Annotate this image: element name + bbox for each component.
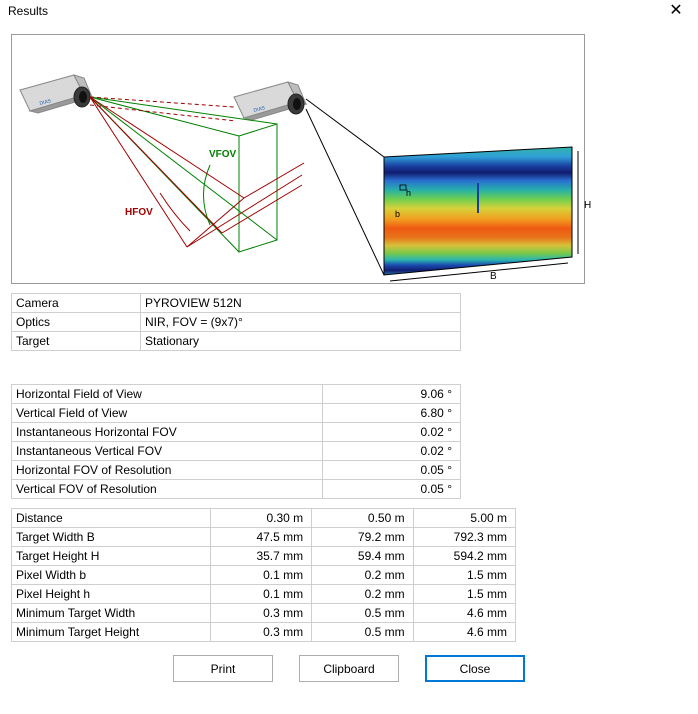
vfov-frame bbox=[90, 97, 277, 252]
config-value: NIR, FOV = (9x7)° bbox=[141, 313, 461, 332]
image-leader-lines bbox=[306, 99, 384, 275]
config-label: Target bbox=[12, 332, 141, 351]
camera-right-icon bbox=[234, 75, 306, 120]
distance-cell: 4.6 mm bbox=[413, 623, 515, 642]
fov-label: Vertical FOV of Resolution bbox=[12, 480, 323, 499]
table-header-row bbox=[12, 509, 516, 528]
fov-value: 9.06 ° bbox=[323, 385, 461, 404]
distance-cell: 79.2 mm bbox=[312, 528, 413, 547]
distance-row-label: Pixel Height h bbox=[12, 585, 211, 604]
distance-cell: 0.3 mm bbox=[210, 623, 311, 642]
optics-diagram-panel bbox=[11, 34, 592, 284]
distance-header-col2: 0.50 m bbox=[312, 509, 413, 528]
distance-cell: 0.2 mm bbox=[312, 585, 413, 604]
vfov-label: VFOV bbox=[209, 149, 237, 160]
distance-cell: 59.4 mm bbox=[312, 547, 413, 566]
close-button[interactable]: Close bbox=[425, 655, 525, 682]
hfov-rays bbox=[90, 97, 304, 247]
distance-header-col3: 5.00 m bbox=[413, 509, 515, 528]
distance-header-col1: 0.30 m bbox=[210, 509, 311, 528]
distance-header-label: Distance bbox=[12, 509, 211, 528]
distance-row-label: Minimum Target Height bbox=[12, 623, 211, 642]
fov-label: Instantaneous Vertical FOV bbox=[12, 442, 323, 461]
table-row bbox=[12, 480, 461, 499]
fov-value: 0.02 ° bbox=[323, 442, 461, 461]
distance-cell: 0.1 mm bbox=[210, 585, 311, 604]
fov-label: Vertical Field of View bbox=[12, 404, 323, 423]
distance-row-label: Pixel Width b bbox=[12, 566, 211, 585]
fov-label: Horizontal Field of View bbox=[12, 385, 323, 404]
distance-cell: 1.5 mm bbox=[413, 566, 515, 585]
close-icon[interactable]: ✕ bbox=[669, 2, 683, 19]
table-row bbox=[12, 385, 461, 404]
table-row bbox=[12, 547, 516, 566]
distance-row-label: Target Height H bbox=[12, 547, 211, 566]
distance-cell: 0.5 mm bbox=[312, 604, 413, 623]
table-row bbox=[12, 585, 516, 604]
distance-cell: 594.2 mm bbox=[413, 547, 515, 566]
pixel-height-label: h bbox=[406, 188, 412, 198]
table-row bbox=[12, 423, 461, 442]
window-title: Results bbox=[8, 4, 49, 18]
pixel-width-label: b bbox=[395, 209, 401, 219]
distance-cell: 792.3 mm bbox=[413, 528, 515, 547]
fov-value: 6.80 ° bbox=[323, 404, 461, 423]
table-row bbox=[12, 623, 516, 642]
distance-cell: 0.3 mm bbox=[210, 604, 311, 623]
table-row bbox=[12, 528, 516, 547]
fov-label: Instantaneous Horizontal FOV bbox=[12, 423, 323, 442]
optics-diagram-svg bbox=[12, 35, 592, 282]
table-row bbox=[12, 566, 516, 585]
config-label: Camera bbox=[12, 294, 141, 313]
hfov-label: HFOV bbox=[125, 207, 153, 218]
window-titlebar bbox=[0, 0, 698, 22]
config-value: PYROVIEW 512N bbox=[141, 294, 461, 313]
target-height-label: H bbox=[584, 200, 592, 211]
fov-label: Horizontal FOV of Resolution bbox=[12, 461, 323, 480]
distance-row-label: Minimum Target Width bbox=[12, 604, 211, 623]
configuration-table bbox=[11, 293, 461, 351]
dialog-button-bar bbox=[0, 655, 698, 682]
config-value: Stationary bbox=[141, 332, 461, 351]
table-row bbox=[12, 294, 461, 313]
table-row bbox=[12, 442, 461, 461]
table-row bbox=[12, 404, 461, 423]
distance-cell: 0.5 mm bbox=[312, 623, 413, 642]
distance-cell: 1.5 mm bbox=[413, 585, 515, 604]
table-row bbox=[12, 604, 516, 623]
field-of-view-table bbox=[11, 384, 461, 499]
camera-left-icon bbox=[20, 68, 92, 113]
table-row bbox=[12, 461, 461, 480]
svg-text:DIAS: DIAS bbox=[38, 98, 52, 107]
distance-cell: 4.6 mm bbox=[413, 604, 515, 623]
svg-text:DIAS: DIAS bbox=[252, 105, 266, 114]
config-label: Optics bbox=[12, 313, 141, 332]
target-width-label: B bbox=[490, 271, 497, 282]
distance-cell: 0.2 mm bbox=[312, 566, 413, 585]
fov-value: 0.05 ° bbox=[323, 461, 461, 480]
fov-value: 0.05 ° bbox=[323, 480, 461, 499]
distance-cell: 0.1 mm bbox=[210, 566, 311, 585]
clipboard-button[interactable]: Clipboard bbox=[299, 655, 399, 682]
print-button[interactable]: Print bbox=[173, 655, 273, 682]
distance-table bbox=[11, 508, 516, 642]
distance-cell: 35.7 mm bbox=[210, 547, 311, 566]
table-row bbox=[12, 332, 461, 351]
fov-value: 0.02 ° bbox=[323, 423, 461, 442]
distance-cell: 47.5 mm bbox=[210, 528, 311, 547]
distance-row-label: Target Width B bbox=[12, 528, 211, 547]
table-row bbox=[12, 313, 461, 332]
